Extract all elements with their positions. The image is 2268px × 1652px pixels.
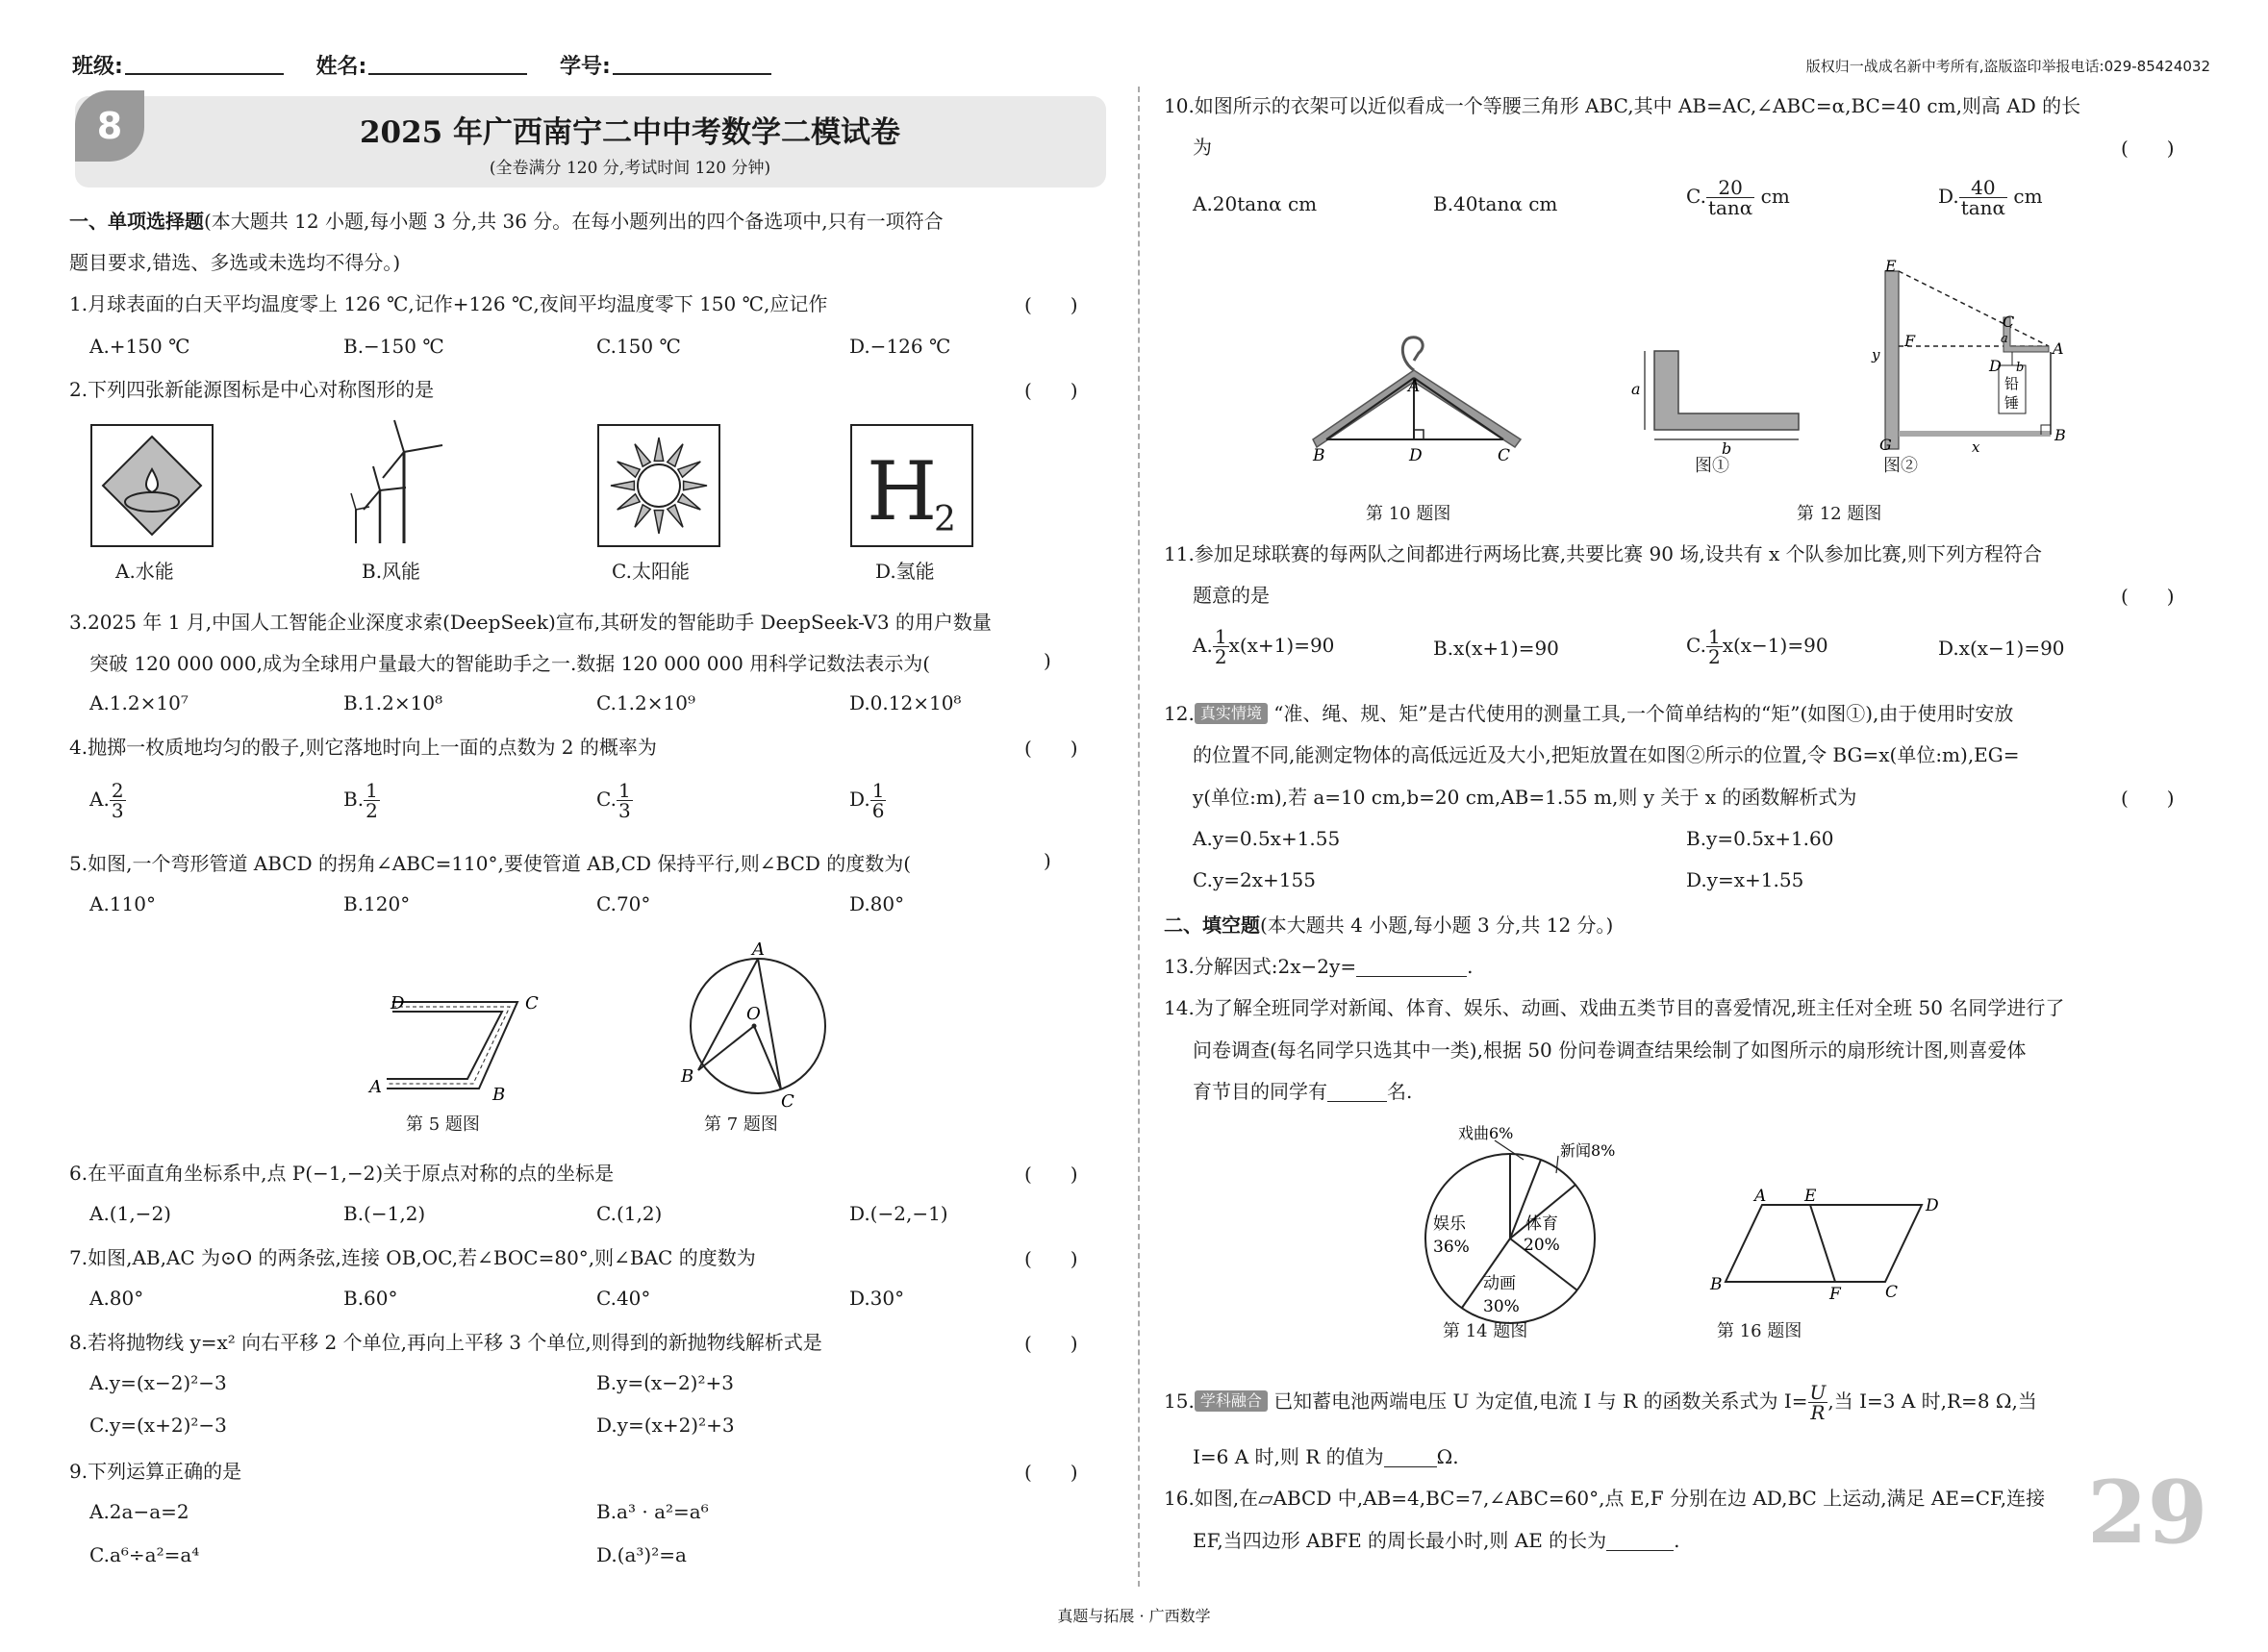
figure-14-caption: 第 14 题图 (1443, 1321, 1528, 1341)
question-2-option-b: B.风能 (362, 560, 421, 583)
real-context-tag: 真实情境 (1195, 703, 1268, 724)
numerator: 1 (1214, 625, 1227, 648)
question-4-option-b (343, 781, 380, 820)
point-a-label: A (369, 1077, 382, 1097)
question-3-option-c: C.1.2×10⁹ (596, 691, 695, 714)
question-7-stem: 7.如图,AB,AC 为⊙O 的两条弦,连接 OB,OC,若∠BOC=80°,则∠BAC 的度数为 (69, 1246, 756, 1269)
point-c-label: C (781, 1091, 794, 1111)
fraction (617, 781, 633, 820)
question-1-answer-slot[interactable]: ( ) (1024, 293, 1078, 316)
question-8-option-b: B.y=(x−2)²+3 (596, 1371, 734, 1394)
student-info-fields (72, 50, 796, 80)
figure-10-caption: 第 10 题图 (1366, 504, 1451, 524)
question-8-option-c: C.y=(x+2)²−3 (89, 1414, 227, 1437)
question-14-line3 (1193, 1077, 1412, 1106)
question-1-option-d: D.−126 ℃ (849, 335, 951, 358)
question-4-answer-slot[interactable]: ( ) (1024, 737, 1078, 760)
option-letter: B. (343, 788, 365, 811)
question-10-line2: 为 (1193, 136, 1212, 159)
student-id-input-line[interactable] (613, 56, 771, 75)
numerator: 1 (365, 779, 378, 802)
point-e-label: E (1885, 260, 1897, 275)
question-9-answer-slot[interactable]: ( ) (1024, 1461, 1078, 1484)
hydrogen-energy-icon (849, 423, 974, 548)
question-3-line1: 3.2025 年 1 月,中国人工智能企业深度求索(DeepSeek)宣布,其研发的智能助手 DeepSeek-V3 的用户数量 (69, 611, 992, 634)
option-letter: A. (1193, 634, 1213, 657)
question-6-option-d: D.(−2,−1) (849, 1202, 948, 1225)
question-11-line1: 11.参加足球联赛的每两队之间都进行两场比赛,共要比赛 90 场,设共有 x 个队参加比赛,则下列方程符合 (1164, 542, 2043, 565)
point-d-label: D (1926, 1196, 1939, 1215)
length-a-label: a (1631, 380, 1641, 398)
question-12-line2: 的位置不同,能测定物体的高低远近及大小,把矩放置在如图②所示的位置,令 BG=x(单位:m),EG= (1193, 743, 2020, 766)
question-12-option-d: D.y=x+1.55 (1686, 868, 1804, 891)
question-14-end: 名. (1387, 1080, 1413, 1103)
question-7-option-b: B.60° (343, 1287, 398, 1310)
point-c-label: C (1885, 1283, 1899, 1302)
question-9-option-a: A.2a−a=2 (89, 1500, 189, 1523)
denominator: 2 (365, 799, 378, 822)
option-letter: D. (849, 788, 870, 811)
question-1-option-b: B.−150 ℃ (343, 335, 444, 358)
plumb-label-1: 铅 (2004, 375, 2020, 392)
point-a-label: A (752, 939, 765, 960)
svg-text:H: H (867, 444, 938, 538)
numerator: 40 (1959, 178, 2007, 198)
denominator: tanα (1707, 196, 1753, 219)
question-11-option-c (1686, 627, 1828, 666)
question-15-text: I=6 A 时,则 R 的值为 (1193, 1445, 1384, 1468)
option-letter: D. (1938, 185, 1959, 208)
exam-number-badge: 8 (75, 90, 144, 162)
numerator: 20 (1706, 178, 1754, 198)
question-8-option-d: D.y=(x+2)²+3 (596, 1414, 735, 1437)
pie-value-sports: 20% (1524, 1236, 1560, 1255)
pie-value-animation: 30% (1483, 1297, 1520, 1316)
question-14-text: 育节目的同学有 (1193, 1080, 1327, 1103)
section1-desc-line2: 题目要求,错选、多选或未选均不得分。) (69, 251, 401, 274)
question-14-answer-blank[interactable] (1327, 1082, 1387, 1102)
denominator: R (1810, 1401, 1826, 1424)
question-8-answer-slot[interactable]: ( ) (1024, 1332, 1078, 1355)
question-5-option-b: B.120° (343, 892, 411, 915)
question-1-option-a: A.+150 ℃ (89, 335, 190, 358)
subject-integration-tag: 学科融合 (1195, 1390, 1268, 1412)
question-6-option-b: B.(−1,2) (343, 1202, 426, 1225)
question-10-option-d (1938, 178, 2043, 217)
question-number: 15. (1164, 1389, 1195, 1413)
option-letter: C. (1686, 634, 1706, 657)
question-12-line1 (1164, 699, 2013, 728)
question-11-option-a (1193, 627, 1334, 666)
section2-heading-line (1164, 911, 1613, 939)
question-7-option-d: D.30° (849, 1287, 905, 1310)
fraction (110, 781, 126, 820)
question-12-line3: y(单位:m),若 a=10 cm,b=20 cm,AB=1.55 m,则 y 关于 x 的函数解析式为 (1193, 786, 1857, 809)
point-a-label: A (2053, 339, 2064, 358)
question-9-stem: 9.下列运算正确的是 (69, 1460, 242, 1483)
plumb-label-2: 锤 (2004, 394, 2020, 412)
fraction (1959, 178, 2007, 217)
question-10-line1: 10.如图所示的衣架可以近似看成一个等腰三角形 ABC,其中 AB=AC,∠ABC=α,BC=40 cm,则高 AD 的长 (1164, 94, 2081, 117)
circle-figure (673, 938, 846, 1111)
question-3-answer-close[interactable]: ) (1044, 649, 1051, 672)
section1-heading: 一、单项选择题 (69, 210, 204, 233)
question-16-text: EF,当四边形 ABFE 的周长最小时,则 AE 的长为 (1193, 1529, 1607, 1552)
question-9-option-c: C.a⁶÷a²=a⁴ (89, 1543, 200, 1566)
fraction (1808, 1383, 1828, 1422)
question-12-option-b: B.y=0.5x+1.60 (1686, 827, 1834, 850)
question-9-option-b: B.a³ · a²=a⁶ (596, 1500, 709, 1523)
parallelogram-figure (1702, 1188, 1943, 1303)
point-b-label: B (1710, 1275, 1723, 1294)
length-y-label: y (1872, 346, 1880, 363)
length-a-label: a (2001, 332, 2008, 346)
fraction (1706, 178, 1754, 217)
question-8-option-a: A.y=(x−2)²−3 (89, 1371, 227, 1394)
length-b-label: b (2016, 361, 2025, 375)
point-c-label: C (2003, 313, 2015, 331)
question-6-answer-slot[interactable]: ( ) (1024, 1163, 1078, 1186)
option-expression: x(x+1)=90 (1228, 634, 1335, 657)
question-13-end: . (1467, 955, 1474, 978)
question-2-option-c: C.太阳能 (612, 560, 690, 583)
question-6-option-c: C.(1,2) (596, 1202, 663, 1225)
fraction (1706, 627, 1723, 666)
numerator: 1 (617, 779, 631, 802)
numerator: 1 (1707, 625, 1721, 648)
question-16-line2 (1193, 1526, 1680, 1555)
wind-energy-icon (337, 418, 462, 548)
question-14-line2: 问卷调查(每名同学只选其中一类),根据 50 份问卷调查结果绘制了如图所示的扇形统计图,则喜爱体 (1193, 1039, 2027, 1062)
question-6-option-a: A.(1,−2) (89, 1202, 171, 1225)
copyright-notice: 版权归一战成名新中考所有,盗版盗印举报电话:029-85424032 (1805, 58, 2210, 75)
pie-chart (1424, 1115, 1674, 1332)
column-divider (1138, 87, 1140, 1587)
denominator: 2 (1707, 645, 1721, 668)
name-label: 姓名: (315, 55, 367, 79)
pie-label-opera: 戏曲6% (1458, 1124, 1514, 1142)
section2-heading: 二、填空题 (1164, 914, 1260, 937)
denominator: 6 (871, 799, 885, 822)
question-10-option-b: B.40tanα cm (1433, 192, 1558, 215)
question-11-answer-slot[interactable]: ( ) (2121, 585, 2175, 608)
question-5-option-c: C.70° (596, 892, 651, 915)
numerator: 2 (111, 779, 124, 802)
question-13-answer-blank[interactable] (1356, 957, 1467, 977)
section2-desc: (本大题共 4 小题,每小题 3 分,共 12 分。) (1260, 914, 1614, 937)
length-x-label: x (1972, 438, 1980, 456)
question-4-option-d (849, 781, 886, 820)
question-2-option-a: A.水能 (115, 560, 174, 583)
point-b-label: B (1313, 446, 1325, 465)
svg-text:2: 2 (934, 500, 956, 539)
question-2-answer-slot[interactable]: ( ) (1024, 379, 1078, 402)
option-letter: A. (89, 788, 110, 811)
question-13 (1164, 952, 1473, 981)
question-11-line2: 题意的是 (1193, 584, 1270, 607)
question-9-option-d: D.(a³)²=a (596, 1543, 687, 1566)
question-7-option-c: C.40° (596, 1287, 651, 1310)
question-10-option-c (1686, 178, 1790, 217)
question-11-option-b: B.x(x+1)=90 (1433, 637, 1559, 660)
hanger-figure (1303, 332, 1534, 466)
point-d-label: D (1989, 357, 2002, 375)
point-f-label: F (1904, 332, 1916, 350)
exam-subtitle: (全卷满分 120 分,考试时间 120 分钟) (489, 159, 771, 178)
point-b-label: B (2054, 426, 2066, 444)
denominator: tanα (1960, 196, 2006, 219)
denominator: 3 (111, 799, 124, 822)
fraction (1213, 627, 1229, 666)
question-text: 已知蓄电池两端电压 U 为定值,电流 I 与 R 的函数关系式为 I= (1273, 1389, 1808, 1413)
question-text: “准、绳、规、矩”是古代使用的测量工具,一个简单结构的“矩”(如图①),由于使用时安放 (1273, 702, 2014, 725)
question-14-line1: 14.为了解全班同学对新闻、体育、娱乐、动画、戏曲五类节目的喜爱情况,班主任对全班 50 名同学进行了 (1164, 996, 2065, 1019)
question-6-stem: 6.在平面直角坐标系中,点 P(−1,−2)关于原点对称的点的坐标是 (69, 1162, 615, 1185)
option-expression: x(x−1)=90 (1722, 634, 1828, 657)
question-1-stem: 1.月球表面的白天平均温度零上 126 ℃,记作+126 ℃,夜间平均温度零下 150 ℃,应记作 (69, 292, 828, 315)
pie-value-entertainment: 36% (1433, 1238, 1470, 1257)
question-15-line1 (1164, 1383, 2037, 1422)
class-label: 班级: (72, 55, 123, 79)
section1-heading-line (69, 207, 944, 236)
question-16-answer-blank[interactable] (1606, 1531, 1674, 1551)
question-4-option-a (89, 781, 126, 820)
point-b-label: B (681, 1066, 694, 1087)
point-d-label: D (1409, 446, 1423, 465)
question-10-answer-slot[interactable]: ( ) (2121, 137, 2175, 160)
point-g-label: G (1879, 436, 1892, 454)
question-7-answer-slot[interactable]: ( ) (1024, 1247, 1078, 1270)
denominator: 3 (617, 799, 631, 822)
question-5-stem: 5.如图,一个弯形管道 ABCD 的拐角∠ABC=110°,要使管道 AB,CD 保持平行,则∠BCD 的度数为( (69, 852, 912, 875)
point-d-label: D (391, 993, 405, 1014)
point-a-label: A (1754, 1188, 1767, 1206)
pie-label-entertainment: 娱乐 (1433, 1214, 1466, 1234)
section1-desc: (本大题共 12 小题,每小题 3 分,共 36 分。在每小题列出的四个备选项中,只有一项符合 (204, 210, 944, 233)
question-16-line1: 16.如图,在▱ABCD 中,AB=4,BC=7,∠ABC=60°,点 E,F 分别在边 AD,BC 上运动,满足 AE=CF,连接 (1164, 1487, 2046, 1510)
question-15-end: Ω. (1436, 1445, 1459, 1468)
point-b-label: B (492, 1085, 506, 1105)
carpenter-square-figure-2 (1847, 260, 2087, 462)
question-5-option-a: A.110° (89, 892, 156, 915)
question-4-stem: 4.抛掷一枚质地均匀的骰子,则它落地时向上一面的点数为 2 的概率为 (69, 736, 657, 759)
figure-12-caption: 第 12 题图 (1797, 504, 1882, 524)
question-7-option-a: A.80° (89, 1287, 144, 1310)
question-12-answer-slot[interactable]: ( ) (2121, 787, 2175, 810)
question-2-option-d: D.氢能 (875, 560, 935, 583)
question-3-line2: 突破 120 000 000,成为全球用户量最大的智能助手之一.数据 120 000 000 用科学记数法表示为( (89, 652, 931, 675)
pie-label-news: 新闻8% (1560, 1141, 1616, 1160)
question-3-option-a: A.1.2×10⁷ (89, 691, 189, 714)
question-15-answer-blank[interactable] (1384, 1447, 1437, 1467)
page-footer: 真题与拓展 · 广西数学 (1057, 1607, 1211, 1625)
pie-label-sports: 体育 (1525, 1214, 1558, 1234)
option-letter: C. (1686, 185, 1706, 208)
fraction (364, 781, 380, 820)
question-8-stem: 8.若将抛物线 y=x² 向右平移 2 个单位,再向上平移 3 个单位,则得到的新抛物线解析式是 (69, 1331, 822, 1354)
figure-12-sub1-caption: 图① (1695, 456, 1729, 476)
length-b-label: b (1722, 439, 1732, 458)
point-c-label: C (1498, 446, 1511, 465)
point-f-label: F (1829, 1285, 1841, 1303)
figure-5-caption: 第 5 题图 (406, 1114, 480, 1135)
option-letter: C. (596, 788, 617, 811)
numerator: U (1809, 1381, 1827, 1404)
question-12-option-a: A.y=0.5x+1.55 (1193, 827, 1341, 850)
water-energy-icon (89, 423, 214, 548)
unit: cm (1760, 185, 1790, 208)
student-id-label: 学号: (559, 55, 611, 79)
point-a-label: A (1408, 377, 1421, 396)
pipe-figure (356, 981, 558, 1106)
question-10-option-a: A.20tanα cm (1193, 192, 1318, 215)
exam-title: 2025 年广西南宁二中中考数学二模试卷 (359, 115, 901, 150)
solar-energy-icon (596, 423, 721, 548)
class-input-line[interactable] (125, 56, 284, 75)
point-c-label: C (525, 993, 539, 1014)
figure-12-sub2-caption: 图② (1883, 456, 1918, 476)
question-text-cont: ,当 I=3 A 时,R=8 Ω,当 (1827, 1389, 2037, 1413)
question-16-end: . (1674, 1529, 1680, 1552)
figure-7-caption: 第 7 题图 (704, 1114, 778, 1135)
point-o-label: O (746, 1004, 761, 1024)
point-e-label: E (1804, 1188, 1817, 1206)
question-11-option-d: D.x(x−1)=90 (1938, 637, 2065, 660)
unit: cm (2013, 185, 2043, 208)
figure-16-caption: 第 16 题图 (1717, 1321, 1802, 1341)
question-12-option-c: C.y=2x+155 (1193, 868, 1316, 891)
pie-label-animation: 动画 (1483, 1274, 1516, 1293)
question-3-option-b: B.1.2×10⁸ (343, 691, 443, 714)
question-15-line2 (1193, 1442, 1459, 1471)
page-number: 29 (2087, 1462, 2208, 1564)
question-5-answer-close[interactable]: ) (1044, 849, 1051, 872)
question-4-option-c (596, 781, 633, 820)
question-3-option-d: D.0.12×10⁸ (849, 691, 962, 714)
question-1-option-c: C.150 ℃ (596, 335, 681, 358)
question-5-option-d: D.80° (849, 892, 905, 915)
question-13-stem: 13.分解因式:2x−2y= (1164, 955, 1357, 978)
question-number: 12. (1164, 702, 1195, 725)
denominator: 2 (1214, 645, 1227, 668)
question-2-stem: 2.下列四张新能源图标是中心对称图形的是 (69, 378, 435, 401)
name-input-line[interactable] (368, 56, 527, 75)
numerator: 1 (871, 779, 885, 802)
fraction (870, 781, 887, 820)
